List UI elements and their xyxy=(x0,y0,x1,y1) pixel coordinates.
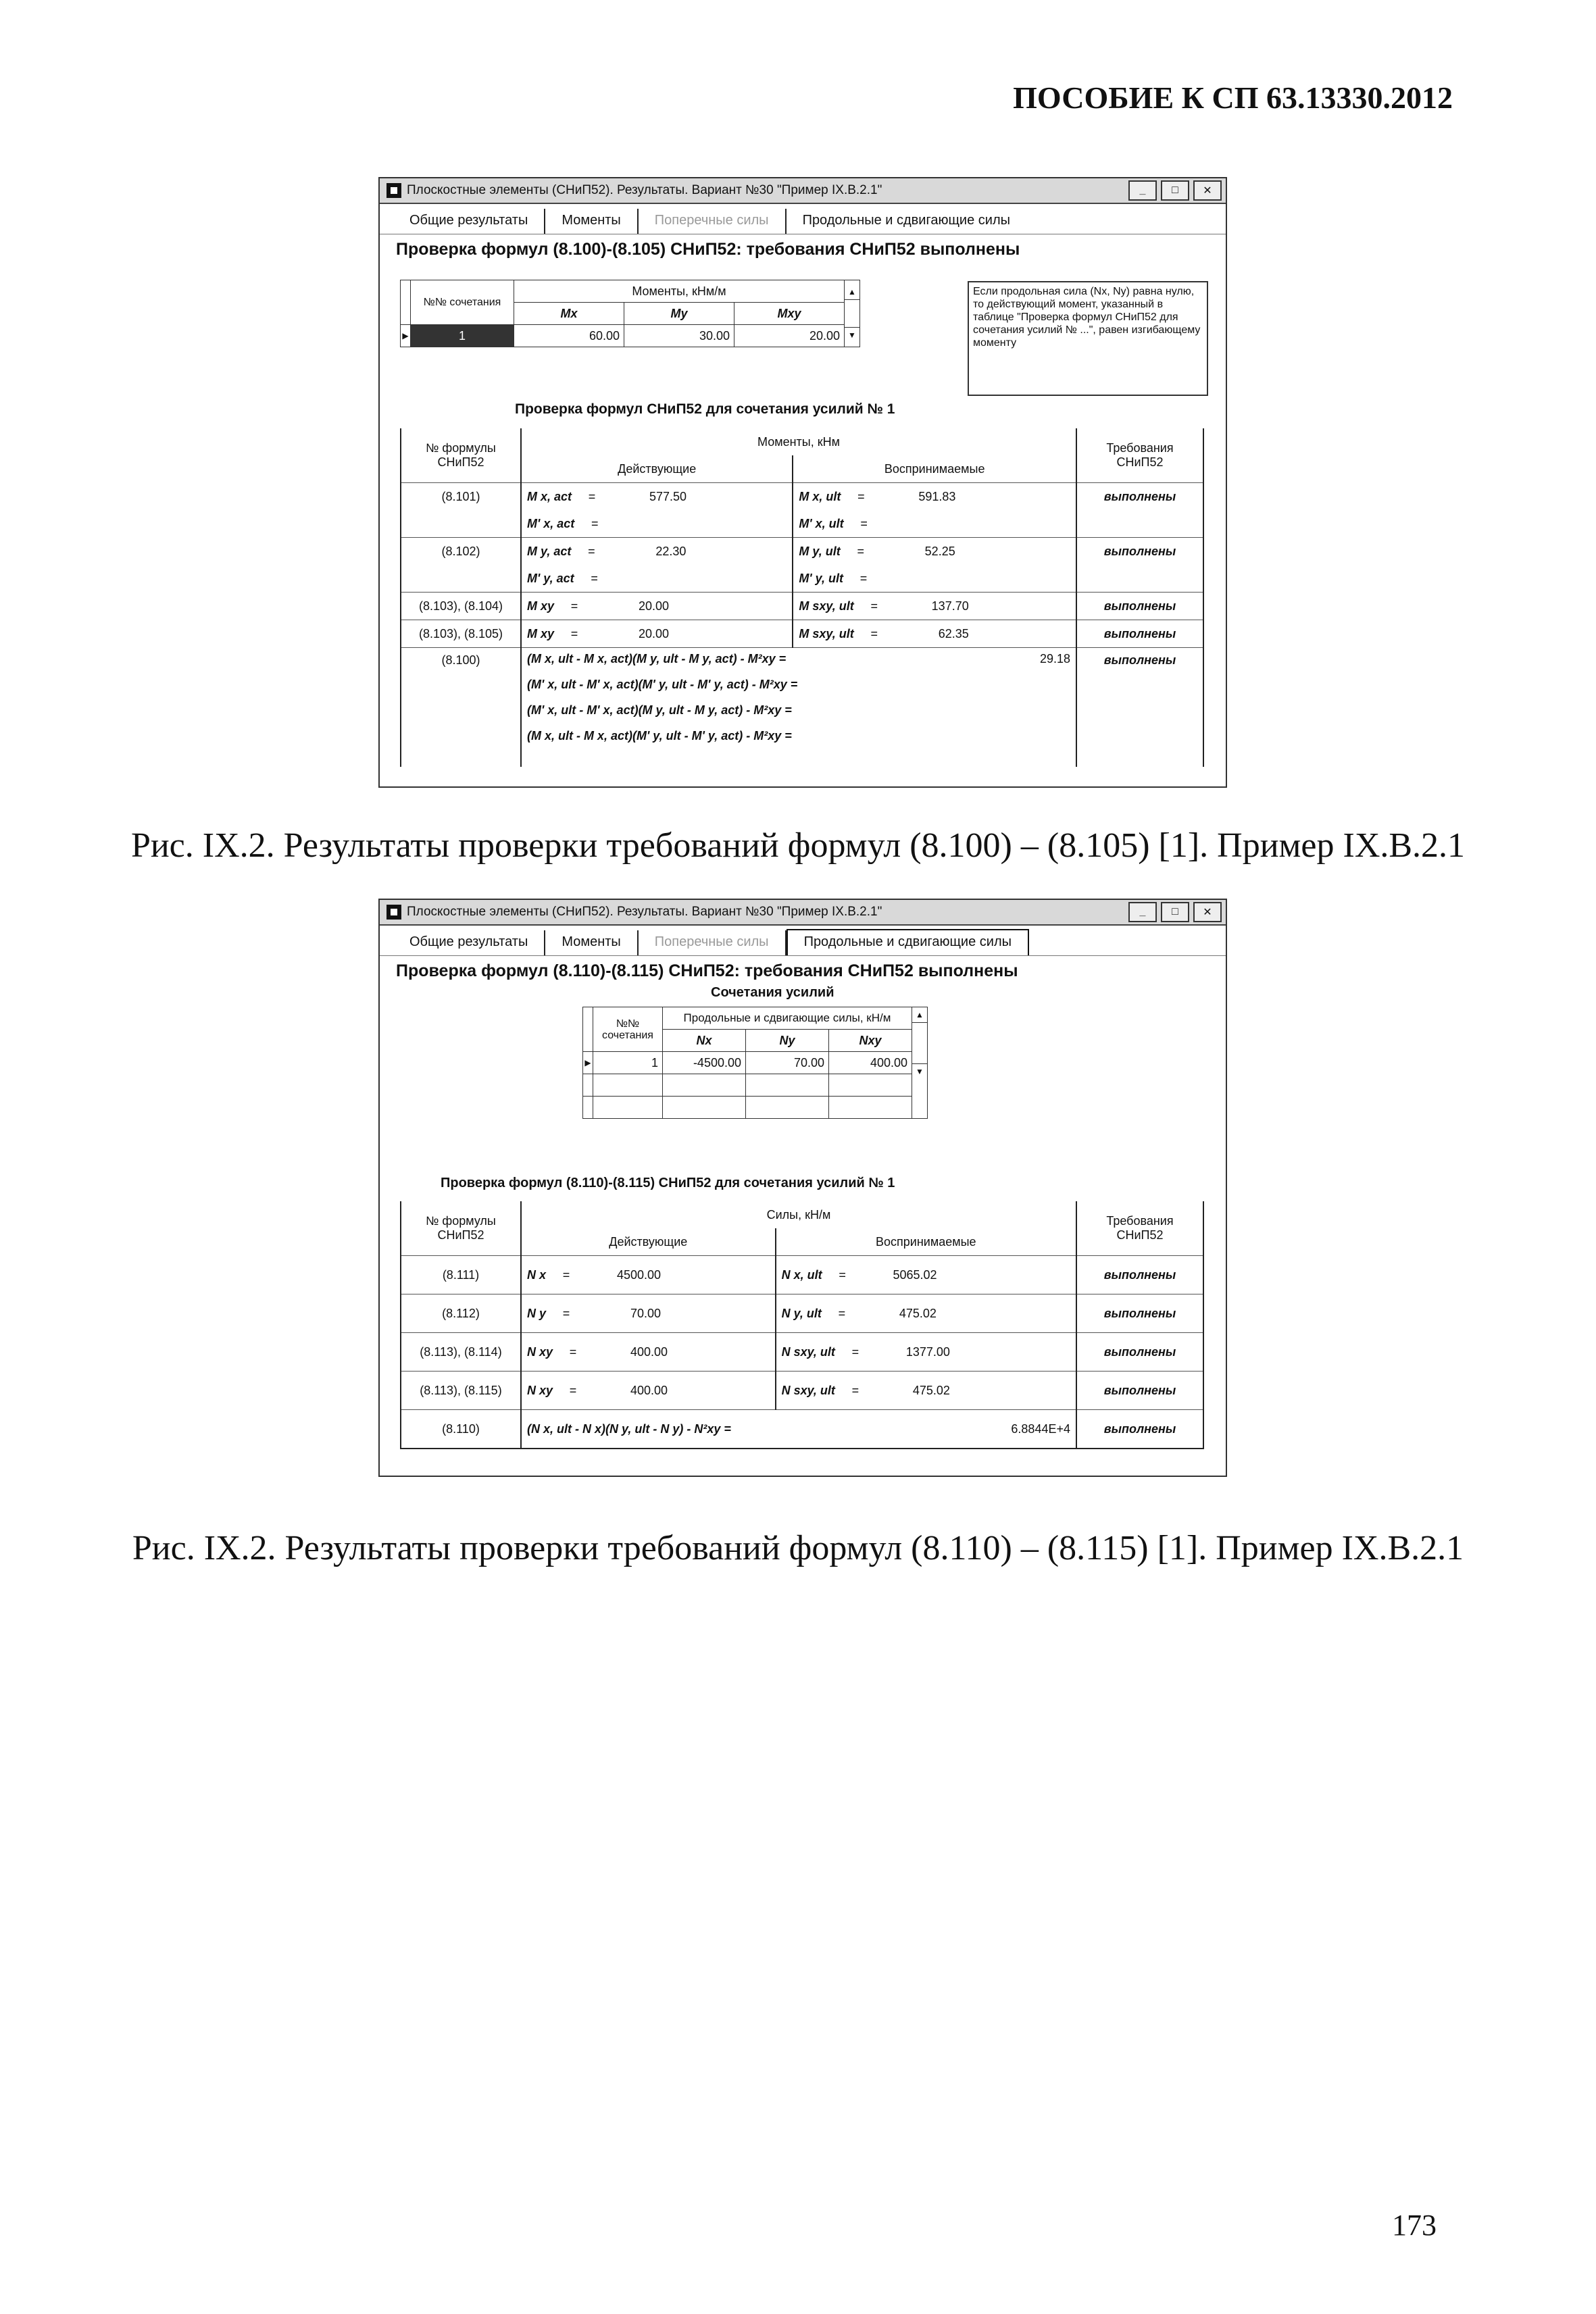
cell-formula: (8.113), (8.114) xyxy=(401,1333,521,1372)
cell-combination[interactable]: 1 xyxy=(593,1052,663,1074)
table-row: (8.103), (8.105) M xy = 20.00 M sxy, ult = 62.35 выполнены xyxy=(401,620,1203,648)
tab-bar xyxy=(380,926,1226,956)
check-title: Проверка формул (8.110)-(8.115) СНиП52: требования СНиП52 выполнены xyxy=(396,961,1018,980)
tab-moments[interactable]: Моменты xyxy=(545,209,638,234)
cell-status: выполнены xyxy=(1076,648,1203,768)
row-pointer-header xyxy=(401,280,411,325)
maximize-button[interactable]: □ xyxy=(1161,180,1189,201)
grid-scrollbar[interactable] xyxy=(845,280,860,347)
cell-ny[interactable]: 70.00 xyxy=(746,1052,829,1074)
tab-shear-forces[interactable]: Поперечные силы xyxy=(639,930,787,955)
cell-status xyxy=(1076,510,1203,538)
cell-mx[interactable]: 60.00 xyxy=(514,325,624,347)
minimize-button[interactable]: _ xyxy=(1128,902,1157,922)
cell-perceived: N sxy, ult xyxy=(781,1344,835,1359)
minimize-button[interactable]: _ xyxy=(1128,180,1157,201)
table-row: (8.101) M x, act = 577.50 M x, ult = 591.83 выполнены xyxy=(401,483,1203,511)
col-formula-header: № формулы СНиП52 xyxy=(401,428,521,483)
row-pointer-icon: ▶ xyxy=(401,325,411,347)
cell-perceived: M' y, ult xyxy=(799,571,843,585)
cell-combination[interactable]: 1 xyxy=(411,325,514,347)
col-mx-header: Mx xyxy=(514,303,624,325)
cell-perceived: M y, ult xyxy=(799,544,841,558)
cell-formula: (8.100) xyxy=(401,648,521,768)
cell-perceived: M sxy, ult xyxy=(799,626,854,640)
formula-line: (M x, ult - M x, act)(M y, ult - M y, act) - M²xy = xyxy=(527,652,787,665)
cell-acting-value: 4500.00 xyxy=(616,1267,662,1282)
window-title: Плоскостные элементы (СНиП52). Результаты. Вариант №30 "Пример IX.B.2.1" xyxy=(407,905,882,919)
col-mxy-header: Mxy xyxy=(734,303,845,325)
cell-acting: N xy xyxy=(527,1383,553,1397)
cell-status: выполнены xyxy=(1076,620,1203,648)
cell-formula: (8.113), (8.115) xyxy=(401,1372,521,1410)
formula-line: (N x, ult - N x)(N y, ult - N y) - N²xy = xyxy=(527,1422,731,1436)
formula-line: (M' x, ult - M' x, act)(M' y, ult - M' y, act) - M²xy = xyxy=(527,678,798,691)
col-ny-header: Ny xyxy=(746,1030,829,1052)
cell-perceived-value: 52.25 xyxy=(924,544,955,558)
formula-row xyxy=(401,648,1203,768)
tab-general-results[interactable]: Общие результаты xyxy=(393,930,545,955)
table-row: (8.113), (8.114) N xy = 400.00 N sxy, ult = 1377.00 выполнены xyxy=(401,1333,1203,1372)
moments-table xyxy=(400,280,860,347)
results-window-moments xyxy=(378,177,1227,788)
cell-status: выполнены xyxy=(1076,1333,1203,1372)
tab-shear-forces[interactable]: Поперечные силы xyxy=(639,209,787,234)
cell-acting-value: 577.50 xyxy=(649,489,687,503)
result-title: Проверка формул СНиП52 для сочетания усилий № 1 xyxy=(515,401,895,417)
cell-acting-value: 70.00 xyxy=(630,1306,662,1320)
cell-perceived: N y, ult xyxy=(781,1306,822,1320)
formula-line: (M' x, ult - M' x, act)(M y, ult - M y, act) - M²xy = xyxy=(527,703,792,717)
scroll-up-icon[interactable]: ▲ xyxy=(912,1007,927,1023)
cell-perceived: N sxy, ult xyxy=(781,1383,835,1397)
cell-perceived-value: 1377.00 xyxy=(905,1344,950,1359)
moments-group-header: Моменты, кНм xyxy=(521,428,1076,455)
col-acting-header: Действующие xyxy=(521,1228,776,1256)
col-acting-header: Действующие xyxy=(521,455,793,483)
cell-nx[interactable]: -4500.00 xyxy=(663,1052,746,1074)
cell-formula: (8.101) xyxy=(401,483,521,511)
formula-line: (M x, ult - M x, act)(M' y, ult - M' y, act) - M²xy = xyxy=(527,729,792,743)
table-row[interactable] xyxy=(583,1097,928,1119)
formula-value: 6.8844E+4 xyxy=(1011,1422,1070,1436)
tab-moments[interactable]: Моменты xyxy=(545,930,638,955)
check-title: Проверка формул (8.100)-(8.105) СНиП52: требования СНиП52 выполнены xyxy=(396,240,1020,259)
table-row: M' y, act = M' y, ult = xyxy=(401,565,1203,593)
cell-formula: (8.111) xyxy=(401,1256,521,1294)
col-perceived-header: Воспринимаемые xyxy=(793,455,1076,483)
table-row: (8.102) M y, act = 22.30 M y, ult = 52.25 выполнены xyxy=(401,538,1203,565)
cell-perceived-value: 591.83 xyxy=(918,489,956,503)
row-pointer-header xyxy=(583,1007,593,1052)
cell-acting: M y, act xyxy=(527,544,572,558)
tab-general-results[interactable]: Общие результаты xyxy=(393,209,545,234)
table-row: (8.113), (8.115) N xy = 400.00 N sxy, ult = 475.02 выполнены xyxy=(401,1372,1203,1410)
cell-perceived-value: 475.02 xyxy=(912,1383,950,1397)
app-icon xyxy=(386,905,401,920)
col-formula-header: № формулы СНиП52 xyxy=(401,1201,521,1256)
forces-result-table xyxy=(400,1201,1204,1449)
grid-scrollbar[interactable] xyxy=(912,1007,928,1119)
cell-status: выполнены xyxy=(1076,538,1203,565)
cell-formula xyxy=(401,565,521,593)
scroll-up-icon[interactable]: ▲ xyxy=(845,284,859,300)
col-combination-header: №№ сочетания xyxy=(411,280,514,325)
forces-table xyxy=(582,1007,928,1119)
col-nx-header: Nx xyxy=(663,1030,746,1052)
table-row: M' x, act = M' x, ult = xyxy=(401,510,1203,538)
col-requirements-header: Требования СНиП52 xyxy=(1076,428,1203,483)
page-header: ПОСОБИЕ К СП 63.13330.2012 xyxy=(1013,80,1453,115)
forces-group-header: Силы, кН/м xyxy=(521,1201,1076,1228)
formula-value: 29.18 xyxy=(1039,652,1070,665)
cell-status: выполнены xyxy=(1076,1372,1203,1410)
cell-formula: (8.103), (8.104) xyxy=(401,593,521,620)
maximize-button[interactable]: □ xyxy=(1161,902,1189,922)
cell-status: выполнены xyxy=(1076,593,1203,620)
cell-acting: N xy xyxy=(527,1344,553,1359)
cell-acting: N x xyxy=(527,1267,547,1282)
close-button[interactable]: ✕ xyxy=(1193,902,1222,922)
cell-status xyxy=(1076,565,1203,593)
cell-perceived: M sxy, ult xyxy=(799,599,854,613)
cell-acting-value: 400.00 xyxy=(630,1344,668,1359)
cell-formula: (8.103), (8.105) xyxy=(401,620,521,648)
col-my-header: My xyxy=(624,303,734,325)
cell-acting: M' y, act xyxy=(527,571,574,585)
cell-status: выполнены xyxy=(1076,1256,1203,1294)
results-window-forces xyxy=(378,899,1227,1477)
cell-perceived-value: 475.02 xyxy=(899,1306,937,1320)
forces-group-header: Продольные и сдвигающие силы, кН/м xyxy=(663,1007,912,1030)
cell-acting-value: 400.00 xyxy=(630,1383,668,1397)
page-number: 173 xyxy=(1392,2209,1437,2242)
tab-longitudinal-forces[interactable]: Продольные и сдвигающие силы xyxy=(802,213,1010,228)
cell-formula: (8.110) xyxy=(401,1410,521,1449)
cell-mxy[interactable]: 20.00 xyxy=(734,325,845,347)
combinations-label: Сочетания усилий xyxy=(711,985,834,1000)
cell-perceived: M' x, ult xyxy=(799,516,844,530)
tab-longitudinal-forces[interactable]: Продольные и сдвигающие силы xyxy=(787,929,1029,955)
window-titlebar xyxy=(380,178,1226,204)
cell-perceived-value: 137.70 xyxy=(931,599,969,613)
cell-status: выполнены xyxy=(1076,1410,1203,1449)
result-title: Проверка формул (8.110)-(8.115) СНиП52 для сочетания усилий № 1 xyxy=(441,1176,895,1190)
cell-my[interactable]: 30.00 xyxy=(624,325,734,347)
cell-acting-value: 20.00 xyxy=(638,626,670,640)
col-nxy-header: Nxy xyxy=(829,1030,912,1052)
figure-caption-2: Рис. IX.2. Результаты проверки требований формул (8.110) – (8.115) [1]. Пример IX.B.2.1 xyxy=(132,1529,1464,1567)
figure-caption-1: Рис. IX.2. Результаты проверки требований формул (8.100) – (8.105) [1]. Пример IX.B.2.1 xyxy=(130,826,1466,865)
col-combination-header: №№ сочетания xyxy=(593,1007,663,1052)
cell-perceived: N x, ult xyxy=(781,1267,822,1282)
col-requirements-header: Требования СНиП52 xyxy=(1076,1201,1203,1256)
table-row: (8.111) N x = 4500.00 N x, ult = 5065.02 выполнены xyxy=(401,1256,1203,1294)
cell-formula: (8.102) xyxy=(401,538,521,565)
col-perceived-header: Воспринимаемые xyxy=(776,1228,1076,1256)
scroll-down-icon[interactable]: ▼ xyxy=(912,1063,927,1079)
moments-result-table xyxy=(400,428,1204,767)
table-row[interactable] xyxy=(583,1052,928,1074)
cell-acting: M x, act xyxy=(527,489,572,503)
table-row: (8.112) N y = 70.00 N y, ult = 475.02 выполнены xyxy=(401,1294,1203,1333)
cell-status: выполнены xyxy=(1076,483,1203,511)
cell-acting: M' x, act xyxy=(527,516,575,530)
table-row[interactable] xyxy=(583,1074,928,1097)
cell-acting: M xy xyxy=(527,626,555,640)
table-row: (8.103), (8.104) M xy = 20.00 M sxy, ult = 137.70 выполнены xyxy=(401,593,1203,620)
cell-acting: N y xyxy=(527,1306,547,1320)
app-icon xyxy=(386,183,401,198)
cell-acting-value: 22.30 xyxy=(655,544,687,558)
cell-acting-value: 20.00 xyxy=(638,599,670,613)
window-title: Плоскостные элементы (СНиП52). Результаты. Вариант №30 "Пример IX.B.2.1" xyxy=(407,183,882,197)
cell-perceived-value: 62.35 xyxy=(938,626,969,640)
moments-group-header: Моменты, кНм/м xyxy=(514,280,845,303)
formula-row xyxy=(401,1410,1203,1449)
cell-nxy[interactable]: 400.00 xyxy=(829,1052,912,1074)
window-titlebar xyxy=(380,900,1226,926)
cell-perceived: M x, ult xyxy=(799,489,841,503)
cell-acting: M xy xyxy=(527,599,555,613)
tab-bar xyxy=(380,204,1226,234)
scroll-down-icon[interactable]: ▼ xyxy=(845,327,859,343)
close-button[interactable]: ✕ xyxy=(1193,180,1222,201)
table-row[interactable] xyxy=(401,325,860,347)
cell-status: выполнены xyxy=(1076,1294,1203,1333)
note-box: Если продольная сила (Nx, Ny) равна нулю, то действующий момент, указанный в таблице "Проверка формул СНиП52 для сочетания усилий № ...", равен изгибающему моменту xyxy=(968,281,1208,396)
cell-perceived-value: 5065.02 xyxy=(893,1267,937,1282)
cell-formula: (8.112) xyxy=(401,1294,521,1333)
cell-formula xyxy=(401,510,521,538)
row-pointer-icon: ▶ xyxy=(583,1052,593,1074)
